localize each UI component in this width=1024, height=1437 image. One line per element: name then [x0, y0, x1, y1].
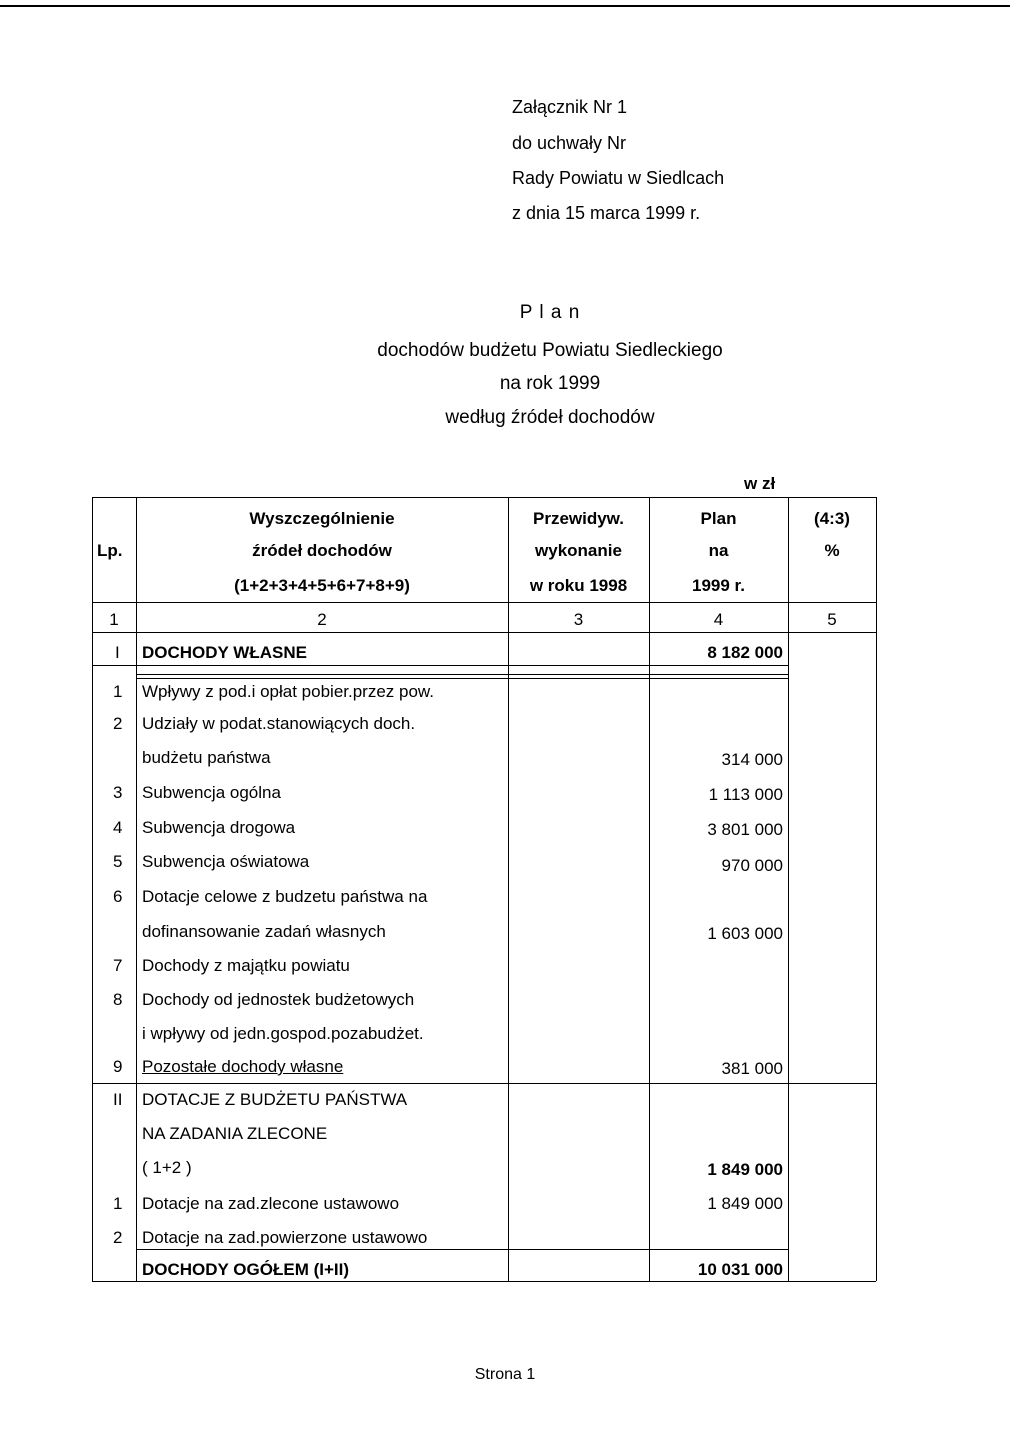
- row-lp: 4: [113, 818, 123, 837]
- row-lp: 8: [113, 990, 123, 1009]
- col-number-4: 4: [713, 610, 724, 629]
- col-header-plan-1: Plan: [700, 509, 737, 528]
- council-name: Rady Powiatu w Siedlcach: [512, 168, 725, 188]
- row-name: Pozostałe dochody własne: [142, 1057, 344, 1076]
- row-name: DOTACJE Z BUDŻETU PAŃSTWA: [142, 1090, 408, 1109]
- row-lp: 2: [113, 714, 123, 733]
- row-lp: 9: [113, 1057, 123, 1076]
- col-header-pct-1: (4:3): [814, 509, 850, 528]
- row-plan: 8 182 000: [707, 643, 783, 662]
- row-lp: 5: [113, 852, 123, 871]
- row-plan: 1 849 000: [707, 1160, 783, 1179]
- row-name: Dochody z majątku powiatu: [142, 956, 350, 975]
- row-name: Dotacje na zad.powierzone ustawowo: [142, 1228, 428, 1247]
- col-header-prev-3: w roku 1998: [529, 576, 628, 595]
- row-lp: I: [115, 643, 120, 662]
- col-header-desc-2: źródeł dochodów: [252, 541, 392, 560]
- document-subtitle: dochodów budżetu Powiatu Siedleckiego: [377, 340, 723, 361]
- row-lp: 7: [113, 956, 123, 975]
- row-name: dofinansowanie zadań własnych: [142, 922, 386, 941]
- row-name: Wpływy z pod.i opłat pobier.przez pow.: [142, 682, 434, 701]
- col-number-3: 3: [573, 610, 584, 629]
- row-name: DOCHODY WŁASNE: [142, 643, 307, 662]
- document-title: P l a n: [519, 302, 581, 323]
- col-number-2: 2: [317, 610, 327, 629]
- document-scope: według źródeł dochodów: [445, 407, 655, 428]
- col-number-5: 5: [827, 610, 837, 629]
- row-lp: 1: [113, 1194, 123, 1213]
- currency-unit: w zł: [744, 474, 776, 493]
- row-name: i wpływy od jedn.gospod.pozabudżet.: [142, 1024, 424, 1043]
- resolution-number: do uchwały Nr: [512, 133, 627, 153]
- row-plan: 970 000: [721, 856, 783, 875]
- col-header-lp: Lp.: [97, 541, 123, 560]
- col-header-prev-1: Przewidyw.: [532, 509, 624, 528]
- col-header-desc-3: (1+2+3+4+5+6+7+8+9): [234, 576, 410, 595]
- attachment-number: Załącznik Nr 1: [512, 97, 628, 117]
- row-name: Subwencja drogowa: [142, 818, 296, 837]
- row-name: NA ZADANIA ZLECONE: [142, 1124, 328, 1143]
- row-plan: 314 000: [721, 750, 783, 769]
- row-plan: 3 801 000: [707, 820, 783, 839]
- total-plan: 10 031 000: [697, 1260, 783, 1279]
- row-lp: 6: [113, 887, 123, 906]
- row-name: Dotacje celowe z budzetu państwa na: [142, 887, 428, 906]
- row-plan: 1 849 000: [707, 1194, 783, 1213]
- row-name: Subwencja oświatowa: [142, 852, 310, 871]
- row-name: Dochody od jednostek budżetowych: [142, 990, 415, 1009]
- row-name: Udziały w podat.stanowiących doch.: [142, 714, 416, 733]
- row-lp: 2: [113, 1228, 123, 1247]
- row-name: Dotacje na zad.zlecone ustawowo: [142, 1194, 400, 1213]
- col-header-plan-2: na: [708, 541, 729, 560]
- row-lp: 1: [113, 682, 123, 701]
- row-plan: 1 603 000: [707, 924, 783, 943]
- col-number-1: 1: [109, 610, 119, 629]
- document-year: na rok 1999: [499, 373, 601, 394]
- total-label: DOCHODY OGÓŁEM (I+II): [142, 1260, 350, 1279]
- row-plan: 1 113 000: [708, 785, 783, 804]
- resolution-date: z dnia 15 marca 1999 r.: [512, 203, 701, 223]
- col-header-desc-1: Wyszczególnienie: [249, 509, 395, 528]
- row-name: ( 1+2 ): [142, 1158, 192, 1177]
- row-lp: 3: [113, 783, 123, 802]
- row-name: Subwencja ogólna: [142, 783, 281, 802]
- row-lp: II: [113, 1090, 123, 1109]
- row-plan: 381 000: [721, 1059, 783, 1078]
- col-header-plan-3: 1999 r.: [692, 576, 745, 595]
- col-header-prev-2: wykonanie: [535, 541, 622, 560]
- row-name: budżetu państwa: [142, 748, 271, 767]
- page-number: Strona 1: [474, 1366, 536, 1383]
- col-header-pct-2: %: [824, 541, 840, 560]
